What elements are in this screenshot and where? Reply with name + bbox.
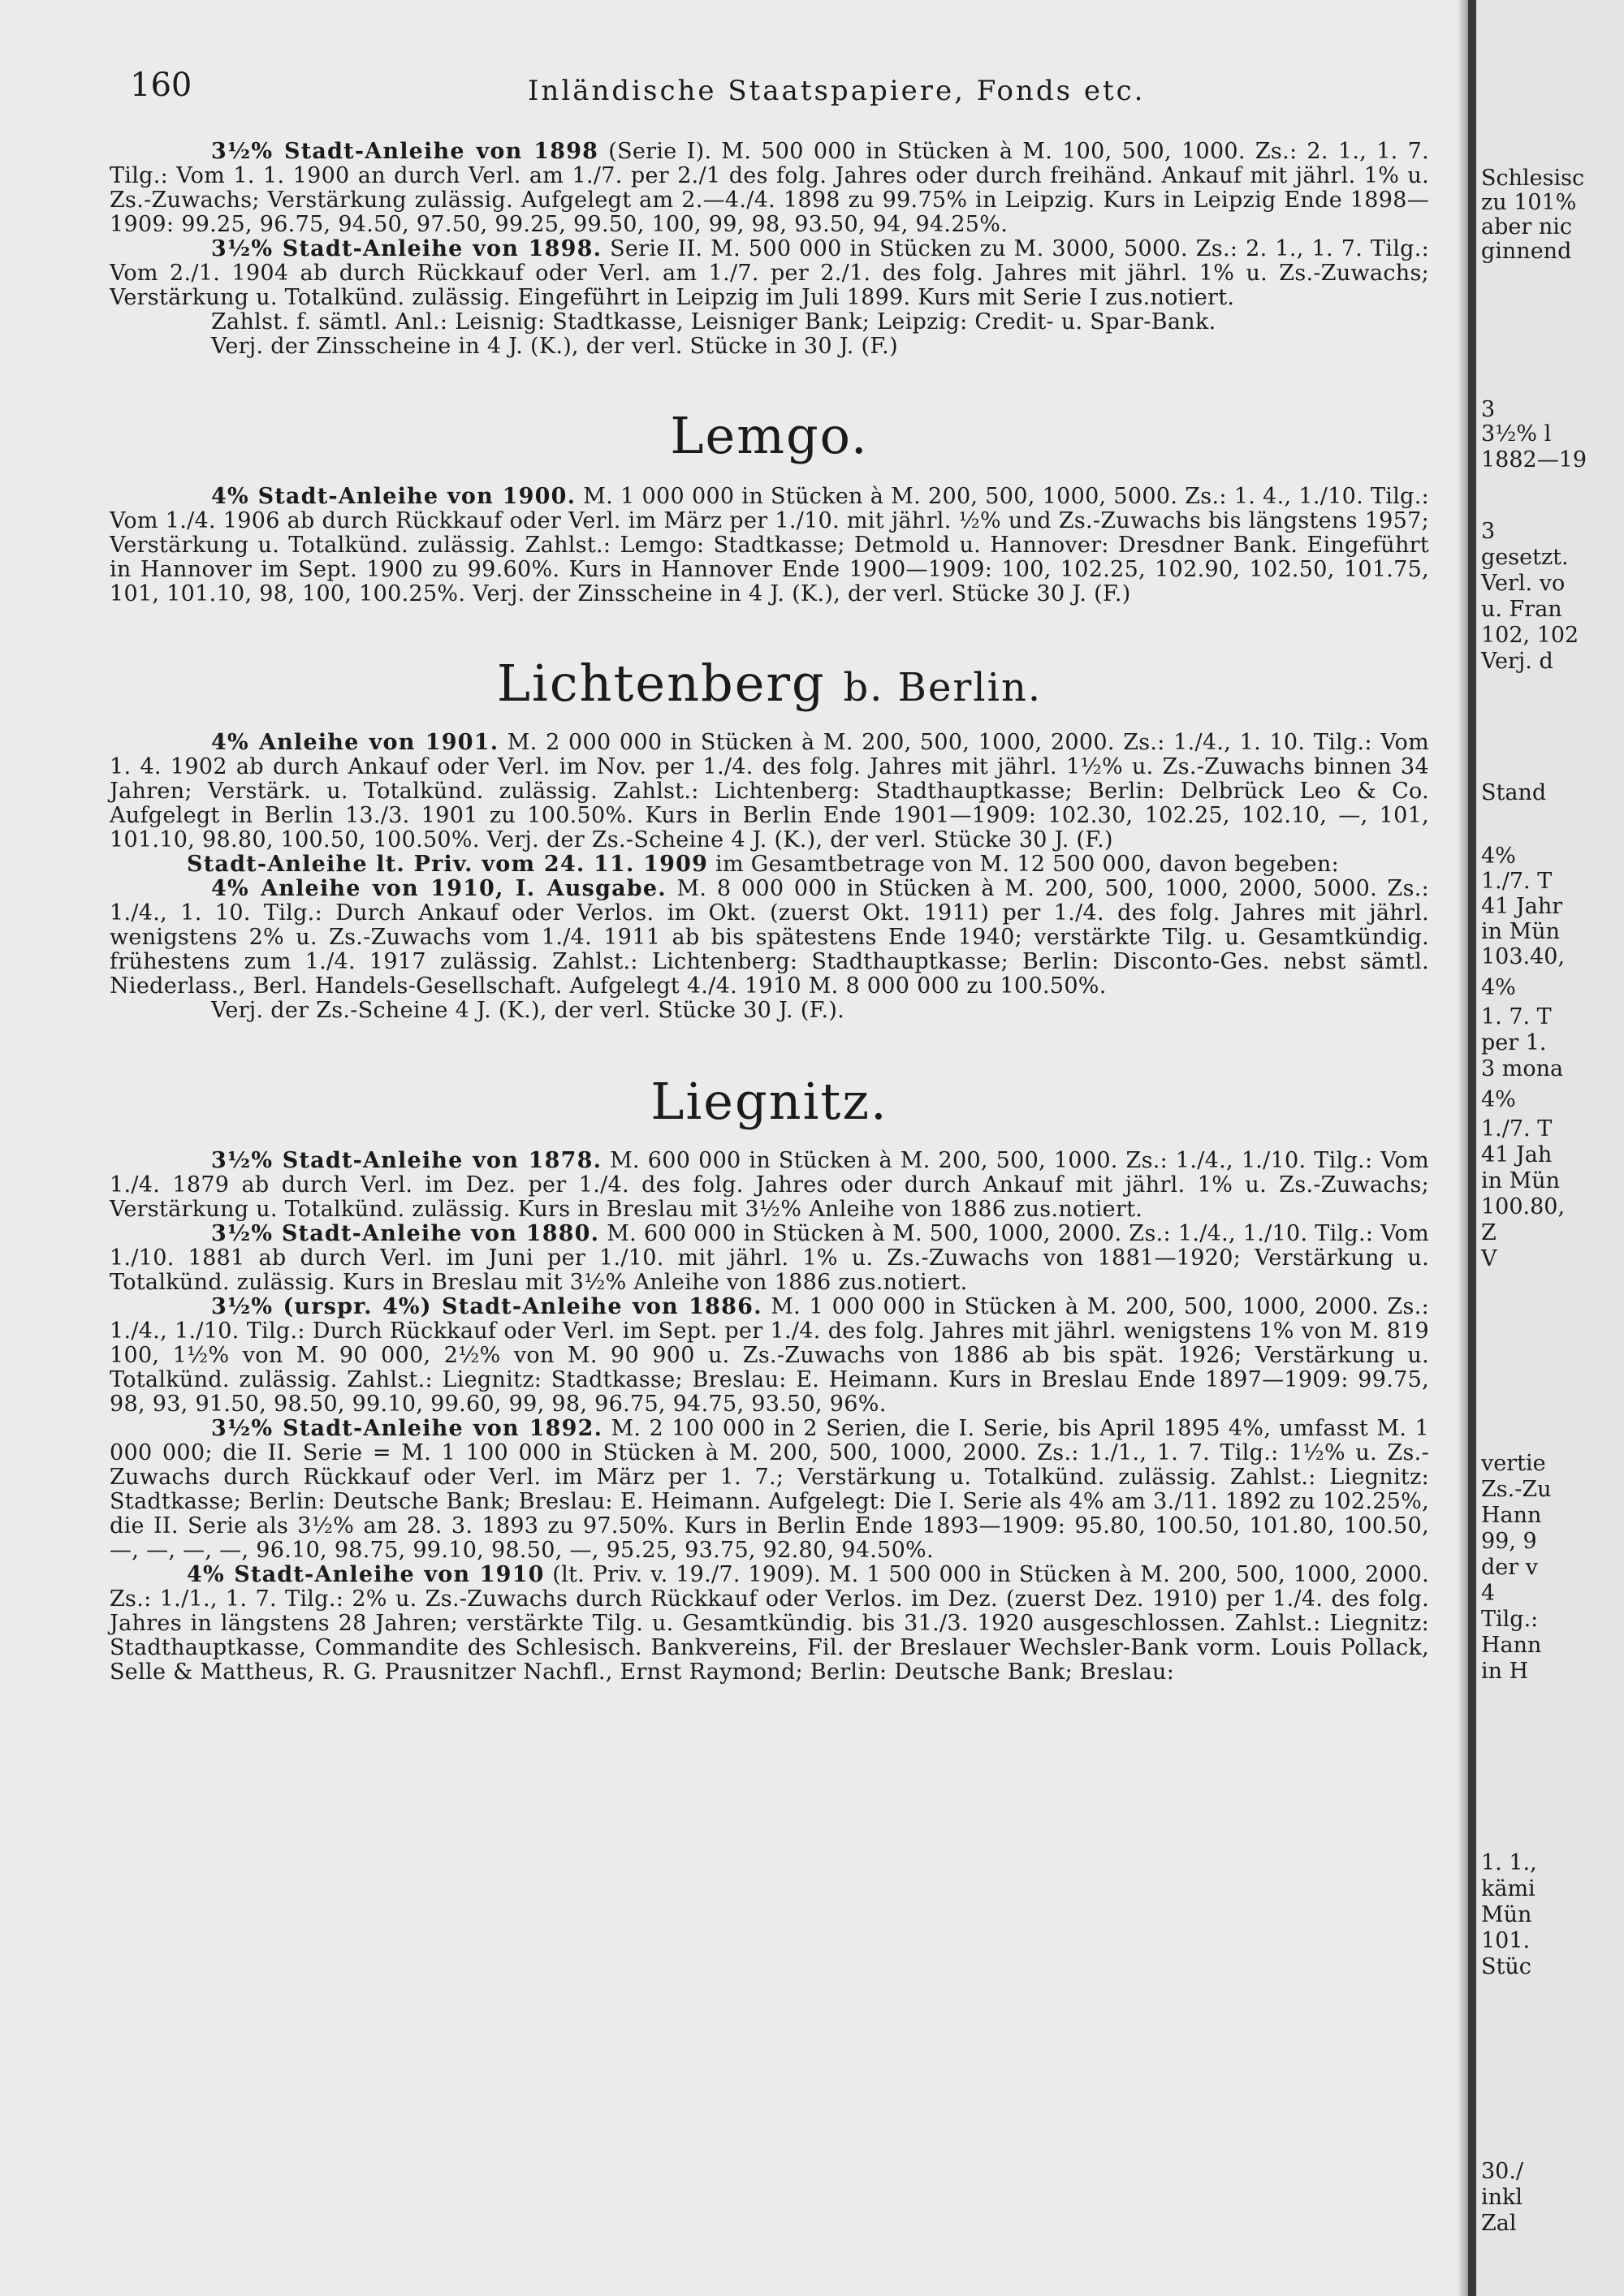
right-page-line: 4% [1481,844,1516,869]
loan-text: M. 1 000 000 in Stücken à M. 200, 500, 1000, 2000. Zs.: 1./4., 1./10. Tilg.: Durch Rückkauf oder Verl. im Sept. per 1./4. des folg. Jahres mit jährl. wenigstens 1% von M. 819 100, 1½% von M. 90 000, 2½% von M. 90 900 u. Zs.-Zuwachs von 1886 ab bis spät. 1926; Verstärkung u. Totalkünd. zulässig. Zahlst.: Liegnitz: Stadtkasse; Breslau: E. Heimann. Kurs in Breslau Ende 1897—1909: 99.75, 98, 93, 91.50, 98.50, 99.10, 99.60, 99, 98, 96.75, 94.75, 93.50, 96%. [110,1294,1429,1417]
city-suffix: b. Berlin. [843,665,1043,710]
page-number: 160 [130,67,192,104]
liegnitz-loan-1892 [110,1417,1429,1563]
city-heading-lichtenberg [110,654,1429,713]
right-page-line: 100.80, [1481,1194,1566,1219]
loan-text: M. 8 000 000 in Stücken à M. 200, 500, 1000, 2000, 5000. Zs.: 1./4., 1. 10. Tilg.: Durch Ankauf oder Verlos. im Okt. (zuerst Okt. 1911) per 1./4. des folg. Jahres mit jährl. wenigstens 2% u. Zs.-Zuwachs vom 1./4. 1911 ab bis spätestens Ende 1940; verstärkte Tilg. u. Gesamtkündig. frühestens zum 1./4. 1917 zulässig. Zahlst.: Lichtenberg: Stadthauptkasse; Berlin: Disconto-Ges. nebst sämtl. Niederlass., Berl. Handels-Gesellschaft. Aufgelegt 4./4. 1910 M. 8 000 000 zu 100.50%. [110,876,1430,999]
book-gutter [1468,0,1476,2296]
right-page-line: inkl [1481,2185,1523,2210]
right-page-line: 1./7. T [1481,869,1553,894]
section-lemgo [110,406,1429,606]
loan-heading: 3½% Stadt-Anleihe von 1878. [211,1148,603,1173]
right-page-line: Verl. vo [1481,571,1566,596]
right-page-line: Zal [1481,2211,1517,2236]
liegnitz-loan-1910 [110,1563,1429,1685]
lichtenberg-loan-1910 [110,877,1429,999]
right-page-line: ginnend [1481,239,1572,264]
right-page-line: 1. 1., [1481,1850,1537,1875]
loan-text: Serie II. M. 500 000 in Stücken zu M. 3000, 5000. Zs.: 2. 1., 1. 7. Tilg.: Vom 2./1. 1904 ab durch Rückkauf oder Verl. am 1./7. per 2./1. des folg. Jahres mit jährl. 1% u. Zs.-Zuwachs; Verstärkung u. Totalkünd. zulässig. Eingeführt in Leipzig im Juli 1899. Kurs mit Serie I zus.notiert. [110,236,1429,310]
right-page-line: u. Fran [1481,597,1562,622]
loan-heading: 3½% Stadt-Anleihe von 1898. [211,236,603,261]
city-heading-liegnitz: Liegnitz. [650,1072,888,1131]
right-page-line: Zs.-Zu [1481,1477,1552,1502]
lichtenberg-limitation: Verj. der Zs.-Scheine 4 J. (K.), der verl. Stücke 30 J. (F.). [211,998,845,1023]
right-page-line: 102, 102 [1481,623,1579,648]
loan-heading: 3½% (urspr. 4%) Stadt-Anleihe von 1886. [211,1294,762,1319]
lemgo-loan-1900 [110,485,1429,606]
loan-text: M. 2 100 000 in 2 Serien, die I. Serie, bis April 1895 4%, umfasst M. 1 000 000; die II. Serie = M. 1 100 000 in Stücken à M. 200, 500, 1000, 2000. Zs.: 1./1., 1. 7. Tilg.: 1½% u. Zs.-Zuwachs durch Rückkauf oder Verl. im März per 1. 7.; Verstärkung u. Totalkünd. zulässig. Zahlst.: Liegnitz: Stadtkasse; Berlin: Deutsche Bank; Breslau: E. Heimann. Aufgelegt: Die I. Serie als 4% am 3./11. 1892 zu 102.25%, die II. Serie als 3½% am 28. 3. 1893 zu 97.50%. Kurs in Berlin Ende 1893—1909: 95.80, 100.50, 101.80, 100.50, —, —, —, —, 96.10, 98.75, 99.10, 98.50, —, 95.25, 93.75, 92.80, 94.50%. [110,1416,1429,1563]
loan-text: (Serie I). M. 500 000 in Stücken à M. 100, 500, 1000. Zs.: 2. 1., 1. 7. Tilg.: Vom 1. 1. 1900 an durch Verl. am 1./7. per 2./1 des folg. Jahres oder durch freihänd. Ankauf mit jährl. 1% u. Zs.-Zuwachs; Verstärkung zulässig. Aufgelegt am 2.—4./4. 1898 zu 99.75% in Leipzig. Kurs in Leipzig Ende 1898—1909: 99.25, 96.75, 94.50, 97.50, 99.25, 99.50, 100, 99, 98, 93.50, 94, 94.25%. [110,139,1429,237]
lichtenberg-loan-priv-1909 [110,852,1429,877]
right-page-line: Verj. d [1481,649,1553,674]
right-page-line: 101. [1481,1928,1531,1953]
loan-text: M. 1 000 000 in Stücken à M. 200, 500, 1000, 5000. Zs.: 1. 4., 1./10. Tilg.: Vom 1./4. 1906 ab durch Rückkauf oder Verl. im März per 1./10. mit jährl. ½% und Zs.-Zuwachs bis längstens 1957; Verstärkung u. Totalkünd. zulässig. Zahlst.: Lemgo: Stadtkasse; Detmold u. Hannover: Dresdner Bank. Eingeführt in Hannover im Sept. 1900 zu 99.60%. Kurs in Hannover Ende 1900—1909: 100, 102.25, 102.90, 102.50, 101.75, 101, 101.10, 98, 100, 100.25%. Verj. der Zinsscheine in 4 J. (K.), der verl. Stücke 30 J. (F.) [110,484,1430,606]
loan-heading: 4% Stadt-Anleihe von 1900. [211,484,577,509]
section-lichtenberg [110,654,1429,1023]
right-page-line: 30./ [1481,2159,1524,2184]
running-title: Inländische Staatspapiere, Fonds etc. [528,75,1146,107]
right-page-line: V [1481,1246,1497,1271]
right-page-line: 3 [1481,519,1496,544]
right-page-line: 1./7. T [1481,1116,1553,1142]
right-page-line: Hann [1481,1633,1542,1658]
right-page-line: vertie [1481,1451,1546,1476]
loan-heading: 3½% Stadt-Anleihe von 1892. [211,1416,603,1441]
right-page-line: Mün [1481,1902,1532,1927]
page-header [130,67,1421,115]
right-page-line: in Mün [1481,1168,1561,1193]
liegnitz-loan-1886 [110,1295,1429,1417]
right-page-line: 99, 9 [1481,1529,1537,1554]
loan-text: M. 600 000 in Stücken à M. 200, 500, 1000. Zs.: 1./4., 1./10. Tilg.: Vom 1./4. 1879 ab durch Verl. im Dez. per 1./4. des folg. Jahres oder durch Ankauf mit jährl. 1% u. Zs.-Zuwachs; Verstärkung u. Totalkünd. zulässig. Kurs in Breslau mit 3½% Anleihe von 1886 zus.notiert. [110,1148,1429,1222]
right-page-line: 103.40, [1481,944,1566,969]
right-page-line: 1882—19 [1481,447,1587,473]
loan-text: (lt. Priv. v. 19./7. 1909). M. 1 500 000 in Stücken à M. 200, 500, 1000, 2000. Zs.: 1./1., 1. 7. Tilg.: 2% u. Zs.-Zuwachs durch Rückkauf oder Verlos. im Dez. (zuerst Dez. 1910) per 1./4. des folg. Jahres in längstens 28 Jahren; verstärkte Tilg. u. Gesamtkündig. bis 31./3. 1920 ausgeschlossen. Zahlst.: Liegnitz: Stadthauptkasse, Commandite des Schlesisch. Bankvereins, Fil. der Breslauer Wechsler-Bank vorm. Louis Pollack, Selle & Mattheus, R. G. Prausnitzer Nachfl., Ernst Raymond; Berlin: Deutsche Bank; Breslau: [110,1562,1429,1685]
liegnitz-loan-1880 [110,1222,1429,1295]
page-content [110,140,1429,1685]
right-page-line: 41 Jah [1481,1142,1553,1167]
right-page-line: 4 [1481,1581,1496,1606]
right-page-line: per 1. [1481,1030,1547,1055]
leisnig-loan-1898-serie-2 [110,237,1429,310]
liegnitz-loan-1878 [110,1149,1429,1222]
loan-heading: 4% Stadt-Anleihe von 1910 [187,1562,545,1587]
gutter-shadow [1458,0,1469,2296]
right-page-line: zu 101% [1481,190,1577,215]
leisnig-loan-1898-serie-1 [110,140,1429,237]
right-page-line: 41 Jahr [1481,894,1563,919]
right-page-line: in H [1481,1659,1529,1684]
right-page-line: in Mün [1481,919,1561,944]
right-page-line: 3 [1481,397,1496,422]
right-page-line: Hann [1481,1503,1542,1528]
right-page-line: kämi [1481,1876,1535,1901]
loan-heading: 3½% Stadt-Anleihe von 1880. [211,1221,600,1246]
right-page-line: Stand [1481,780,1547,805]
right-page-fragment [1476,0,1624,2296]
right-page-line: gesetzt. [1481,545,1569,570]
city-name: Lichtenberg [496,654,826,713]
lichtenberg-loan-1901 [110,731,1429,852]
loan-heading: 4% Anleihe von 1901. [211,730,499,755]
right-page-line: 4% [1481,975,1516,1000]
right-page-line: aber nic [1481,214,1572,240]
loan-text: M. 600 000 in Stücken à M. 500, 1000, 2000. Zs.: 1./4., 1./10. Tilg.: Vom 1./10. 1881 ab durch Verl. im Juni per 1./10. mit jährl. 1% u. Zs.-Zuwachs von 1881—1920; Verstärkung u. Totalkünd. zulässig. Kurs in Breslau mit 3½% Anleihe von 1886 zus.notiert. [110,1221,1429,1295]
right-page-line: Stüc [1481,1954,1531,1979]
section-leisnig [110,140,1429,359]
right-page-line: Tilg.: [1481,1607,1539,1632]
right-page-line: 4% [1481,1087,1516,1112]
loan-heading: Stadt-Anleihe lt. Priv. vom 24. 11. 1909 [187,852,709,877]
right-page-line: 1. 7. T [1481,1004,1552,1029]
right-page-line: Z [1481,1220,1497,1245]
right-page-line: 3½% l [1481,421,1552,447]
leisnig-paying-agents: Zahlst. f. sämtl. Anl.: Leisnig: Stadtkasse, Leisniger Bank; Leipzig: Credit- u. Spar-Bank. [211,309,1216,334]
section-liegnitz [110,1072,1429,1685]
loan-text: im Gesamtbetrage von M. 12 500 000, davon begeben: [715,852,1339,877]
right-page-line: 3 mona [1481,1056,1564,1081]
loan-text: M. 2 000 000 in Stücken à M. 200, 500, 1000, 2000. Zs.: 1./4., 1. 10. Tilg.: Vom 1. 4. 1902 ab durch Ankauf oder Verl. im Nov. per 1./4. des folg. Jahres mit jährl. 1½% u. Zs.-Zuwachs binnen 34 Jahren; Verstärk. u. Totalkünd. zulässig. Zahlst.: Lichtenberg: Stadthauptkasse; Berlin: Delbrück Leo & Co. Aufgelegt in Berlin 13./3. 1901 zu 100.50%. Kurs in Berlin Ende 1901—1909: 102.30, 102.25, 102.10, —, 101, 101.10, 98.80, 100.50, 100.50%. Verj. der Zs.-Scheine 4 J. (K.), der verl. Stücke 30 J. (F.) [110,730,1429,852]
loan-heading: 3½% Stadt-Anleihe von 1898 [211,139,599,164]
city-heading-lemgo: Lemgo. [670,406,869,465]
right-page-line: der v [1481,1555,1539,1580]
right-page-line: Schlesisc [1481,166,1585,191]
leisnig-limitation: Verj. der Zinsscheine in 4 J. (K.), der verl. Stücke in 30 J. (F.) [211,334,898,359]
loan-heading: 4% Anleihe von 1910, I. Ausgabe. [211,876,667,901]
